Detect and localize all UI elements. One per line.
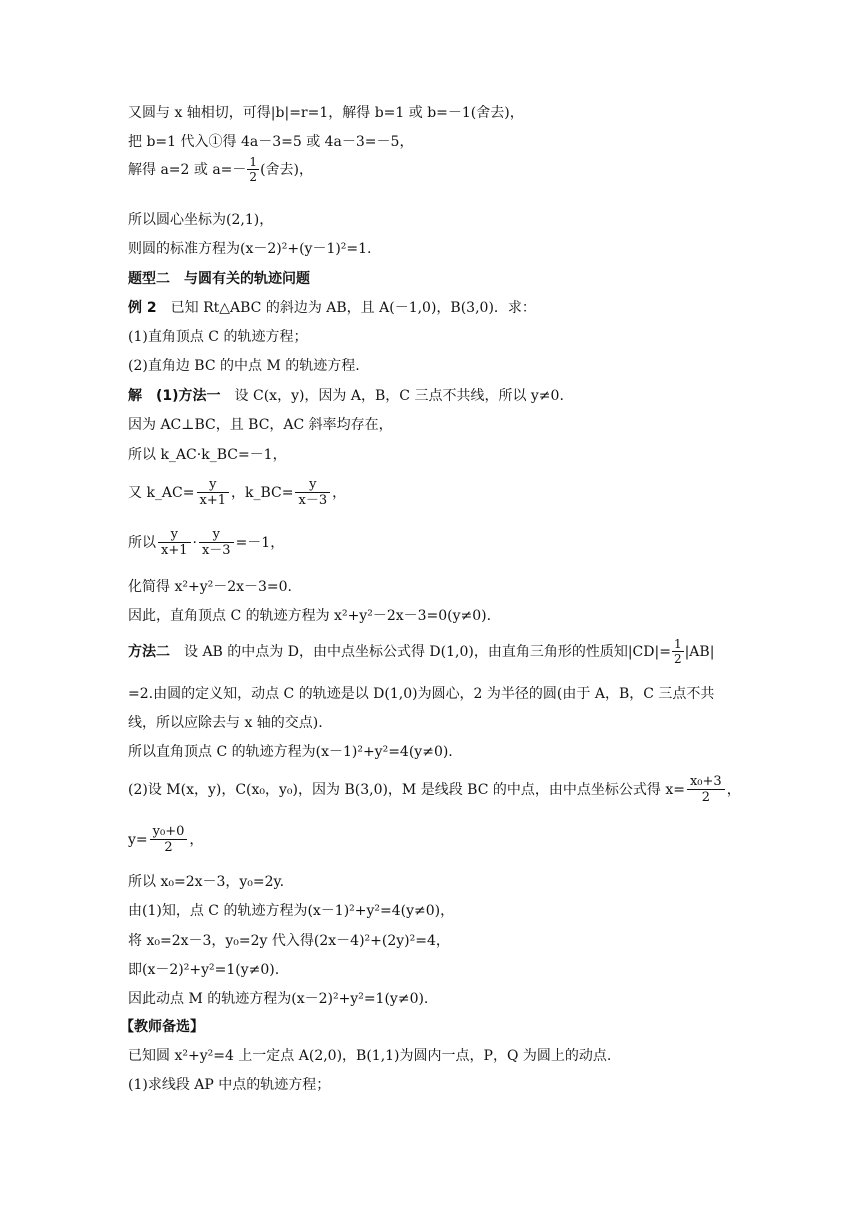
text-line: 把 b=1 代入①得 4a－3=5 或 4a－3=－5， (128, 134, 414, 150)
fraction-denominator: x+1 (199, 493, 226, 508)
formula-line (128, 527, 284, 559)
fraction-denominator: 2 (249, 170, 258, 184)
text-line: 由(1)知，点 C 的轨迹方程为(x－1)²+y²=4(y≠0)， (128, 903, 455, 919)
fraction (672, 638, 684, 666)
text-line: 因此，直角顶点 C 的轨迹方程为 x²+y²－2x－3=0(y≠0). (128, 608, 492, 624)
fraction-denominator: x－3 (201, 543, 231, 558)
text-span: (2)设 M(x，y)，C(x₀，y₀)，因为 B(3,0)，M 是线段 BC 的中点，由中点坐标公式得 x= (128, 782, 685, 798)
text-span: 又 k_AC= (128, 485, 195, 501)
question-1: (1)直角顶点 C 的轨迹方程； (128, 329, 308, 345)
fraction-numerator: y (199, 527, 234, 543)
part2-line (128, 774, 741, 806)
fraction-denominator: x+1 (161, 543, 188, 558)
solution-label: 解 (1)方法一 (128, 388, 221, 404)
text-span: |AB| (684, 644, 715, 660)
text-line: 因为 AC⊥BC，且 BC，AC 斜率均存在， (128, 417, 393, 433)
text-line: 则圆的标准方程为(x－2)²+(y－1)²=1. (128, 241, 372, 257)
text-span: ，k_BC= (231, 485, 294, 501)
text-line: =2.由圆的定义知，动点 C 的轨迹是以 D(1,0)为圆心，2 为半径的圆(由于 A，B，C 三点不共 (128, 686, 715, 702)
text-span: ， (189, 832, 204, 848)
method2-label: 方法二 (128, 644, 170, 660)
text-line (128, 156, 313, 184)
text-line: 即(x－2)²+y²=1(y≠0). (128, 962, 280, 978)
fraction-numerator: y₀+0 (150, 824, 188, 840)
teacher-section-label: 【教师备选】 (120, 1019, 204, 1035)
fraction (150, 824, 188, 856)
fraction-denominator: 2 (164, 840, 173, 855)
fraction-numerator: 1 (673, 637, 682, 651)
text-span: ， (726, 782, 741, 798)
text-span: 所以 (128, 535, 156, 551)
text-line: 所以圆心坐标为(2,1)， (128, 212, 274, 228)
fraction (197, 477, 230, 509)
example-line (128, 299, 536, 317)
text-line: 已知圆 x²+y²=4 上一定点 A(2,0)，B(1,1)为圆内一点，P，Q 为圆上的动点. (128, 1048, 612, 1064)
fraction-denominator: 2 (673, 652, 682, 666)
text-line: 线，所以应除去与 x 轴的交点). (128, 715, 323, 731)
text-span: 设 AB 的中点为 D，由中点坐标公式得 D(1,0)，由直角三角形的性质知|CD|= (170, 644, 671, 660)
fraction (687, 774, 725, 806)
fraction (295, 477, 330, 509)
fraction-numerator: y (197, 477, 230, 493)
text-span: y= (128, 832, 148, 848)
text-line: 又圆与 x 轴相切，可得|b|=r=1，解得 b=1 或 b=－1(舍去)， (128, 105, 524, 121)
text-line: 所以 x₀=2x－3，y₀=2y. (128, 874, 285, 890)
text-line: (1)求线段 AP 中点的轨迹方程； (128, 1077, 331, 1093)
text-line: 因此动点 M 的轨迹方程为(x－2)²+y²=1(y≠0). (128, 991, 429, 1007)
solution-line (128, 387, 564, 405)
text-span: =－1， (235, 535, 285, 551)
fraction (247, 156, 259, 184)
fraction-numerator: y (295, 477, 330, 493)
section-heading: 题型二 与圆有关的轨迹问题 (128, 271, 310, 287)
method2-line (128, 638, 714, 666)
fraction-denominator: x－3 (298, 493, 328, 508)
text-line: 化简得 x²+y²－2x－3=0. (128, 579, 293, 595)
text-line: 所以 k_AC·k_BC=－1， (128, 447, 287, 463)
text-span: ， (332, 485, 347, 501)
example-label: 例 2 (128, 300, 157, 316)
fraction (199, 527, 234, 559)
fraction-numerator: 1 (249, 155, 258, 169)
fraction (158, 527, 191, 559)
text-line: 将 x₀=2x－3，y₀=2y 代入得(2x－4)²+(2y)²=4， (128, 933, 450, 949)
formula-line (128, 824, 203, 856)
text-span: · (192, 535, 197, 551)
fraction-numerator: x₀+3 (687, 774, 725, 790)
example-text: 已知 Rt△ABC 的斜边为 AB，且 A(－1,0)，B(3,0)．求： (156, 300, 536, 316)
question-2: (2)直角边 BC 的中点 M 的轨迹方程. (128, 358, 360, 374)
text-line: 所以直角顶点 C 的轨迹方程为(x－1)²+y²=4(y≠0). (128, 744, 453, 760)
fraction-denominator: 2 (701, 790, 710, 805)
text-span: (舍去)， (260, 162, 313, 178)
formula-line (128, 477, 346, 509)
fraction-numerator: y (158, 527, 191, 543)
text-span: 解得 a=2 或 a=－ (128, 162, 247, 178)
solution-text: 设 C(x，y)，因为 A，B，C 三点不共线，所以 y≠0. (220, 388, 564, 404)
